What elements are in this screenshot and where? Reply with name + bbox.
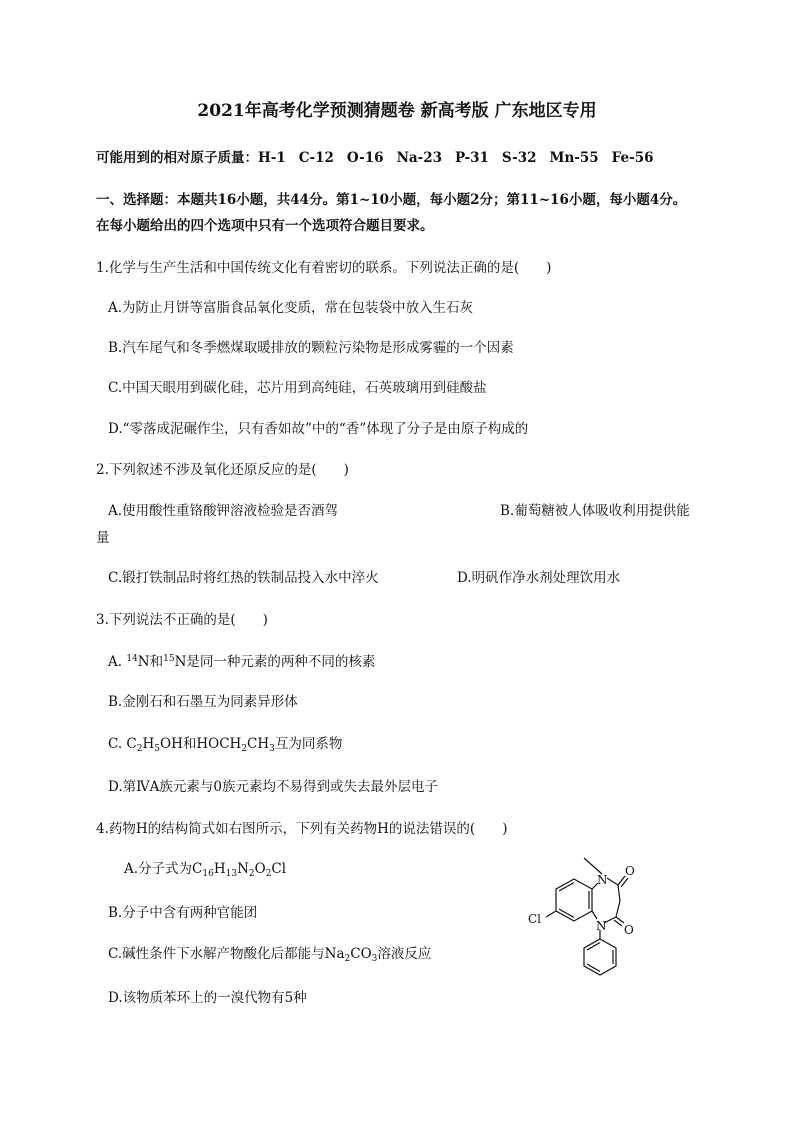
molecule-atom-labels bbox=[528, 864, 635, 937]
atomic-mass-item: Fe-56 bbox=[611, 150, 654, 166]
molecule-structure-diagram bbox=[500, 838, 660, 978]
atomic-mass-item: C-12 bbox=[298, 150, 334, 166]
atom-label: O bbox=[624, 923, 634, 937]
section-instructions-line2: 在每小题给出的四个选项中只有一个选项符合题目要求。 bbox=[96, 218, 434, 234]
section-instructions-line1: 一、选择题：本题共16小题，共44分。第1~10小题，每小题2分；第11~16小题，每小题4分。 bbox=[96, 192, 687, 208]
question-4-option-d: D.该物质苯环上的一溴代物有5种 bbox=[108, 990, 307, 1006]
question-1-stem: 1.化学与生产生活和中国传统文化有着密切的联系。下列说法正确的是( ) bbox=[96, 260, 552, 276]
atomic-mass-item: S-32 bbox=[501, 150, 537, 166]
atomic-mass-item: O-16 bbox=[346, 150, 384, 166]
question-1-option-c: C.中国天眼用到碳化硅，芯片用到高纯硅，石英玻璃用到硅酸盐 bbox=[108, 380, 487, 396]
question-2-option-a: A.使用酸性重铬酸钾溶液检验是否酒驾 bbox=[108, 503, 339, 519]
molecule-bonds bbox=[546, 858, 628, 975]
page-title: 2021年高考化学预测猜题卷 新高考版 广东地区专用 bbox=[197, 101, 597, 121]
question-4-option-c: C.碱性条件下水解产物酸化后都能与$Na_2CO_3$溶液反应 bbox=[108, 946, 432, 964]
question-2-stem: 2.下列叙述不涉及氧化还原反应的是( ) bbox=[96, 462, 349, 478]
atomic-mass-label: 可能用到的相对原子质量： bbox=[96, 150, 258, 166]
atom-label: Cl bbox=[528, 912, 542, 926]
benzo-ring bbox=[556, 879, 592, 921]
question-4-option-b: B.分子中含有两种官能团 bbox=[108, 905, 258, 921]
question-4-stem: 4.药物H的结构简式如右图所示，下列有关药物H的说法错误的( ) bbox=[96, 821, 508, 837]
atomic-mass-item: H-1 bbox=[258, 150, 286, 166]
atom-label: N bbox=[596, 919, 607, 933]
question-4-option-a: A.分子式为$C_{16}H_{13}N_2O_2Cl$ bbox=[124, 861, 287, 879]
atomic-mass-item: Mn-55 bbox=[549, 150, 599, 166]
question-3-option-a: A. $^{14}$N和$^{15}$N是同一种元素的两种不同的核素 bbox=[108, 654, 376, 670]
question-2-option-c: C.锻打铁制品时将红热的铁制品投入水中淬火 bbox=[108, 570, 379, 586]
question-3-option-d: D.第ⅣA族元素与0族元素均不易得到或失去最外层电子 bbox=[108, 779, 438, 795]
phenyl-ring bbox=[584, 939, 616, 975]
atom-label: N bbox=[597, 873, 608, 887]
question-1-option-d: D.“零落成泥碾作尘，只有香如故”中的“香”体现了分子是由原子构成的 bbox=[108, 421, 529, 437]
atomic-mass-item: Na-23 bbox=[396, 150, 443, 166]
question-3-option-b: B.金刚石和石墨互为同素异形体 bbox=[108, 694, 298, 710]
question-2-option-d: D.明矾作净水剂处理饮用水 bbox=[457, 570, 621, 586]
question-1-option-b: B.汽车尾气和冬季燃煤取暖排放的颗粒污染物是形成雾霾的一个因素 bbox=[108, 340, 514, 356]
question-3-stem: 3.下列说法不正确的是( ) bbox=[96, 612, 268, 628]
question-1-option-a: A.为防止月饼等富脂食品氧化变质，常在包装袋中放入生石灰 bbox=[108, 300, 474, 316]
question-2-option-b: B.葡萄糖被人体吸收利用提供能 bbox=[500, 503, 690, 519]
question-3-option-c: C. $C_2H_5OH$和$HOCH_2CH_3$互为同系物 bbox=[108, 736, 343, 754]
question-2-option-b-wrap: 量 bbox=[96, 530, 110, 546]
atomic-mass-item: P-31 bbox=[455, 150, 489, 166]
atomic-mass-line bbox=[96, 146, 666, 166]
atom-label: O bbox=[625, 864, 635, 878]
